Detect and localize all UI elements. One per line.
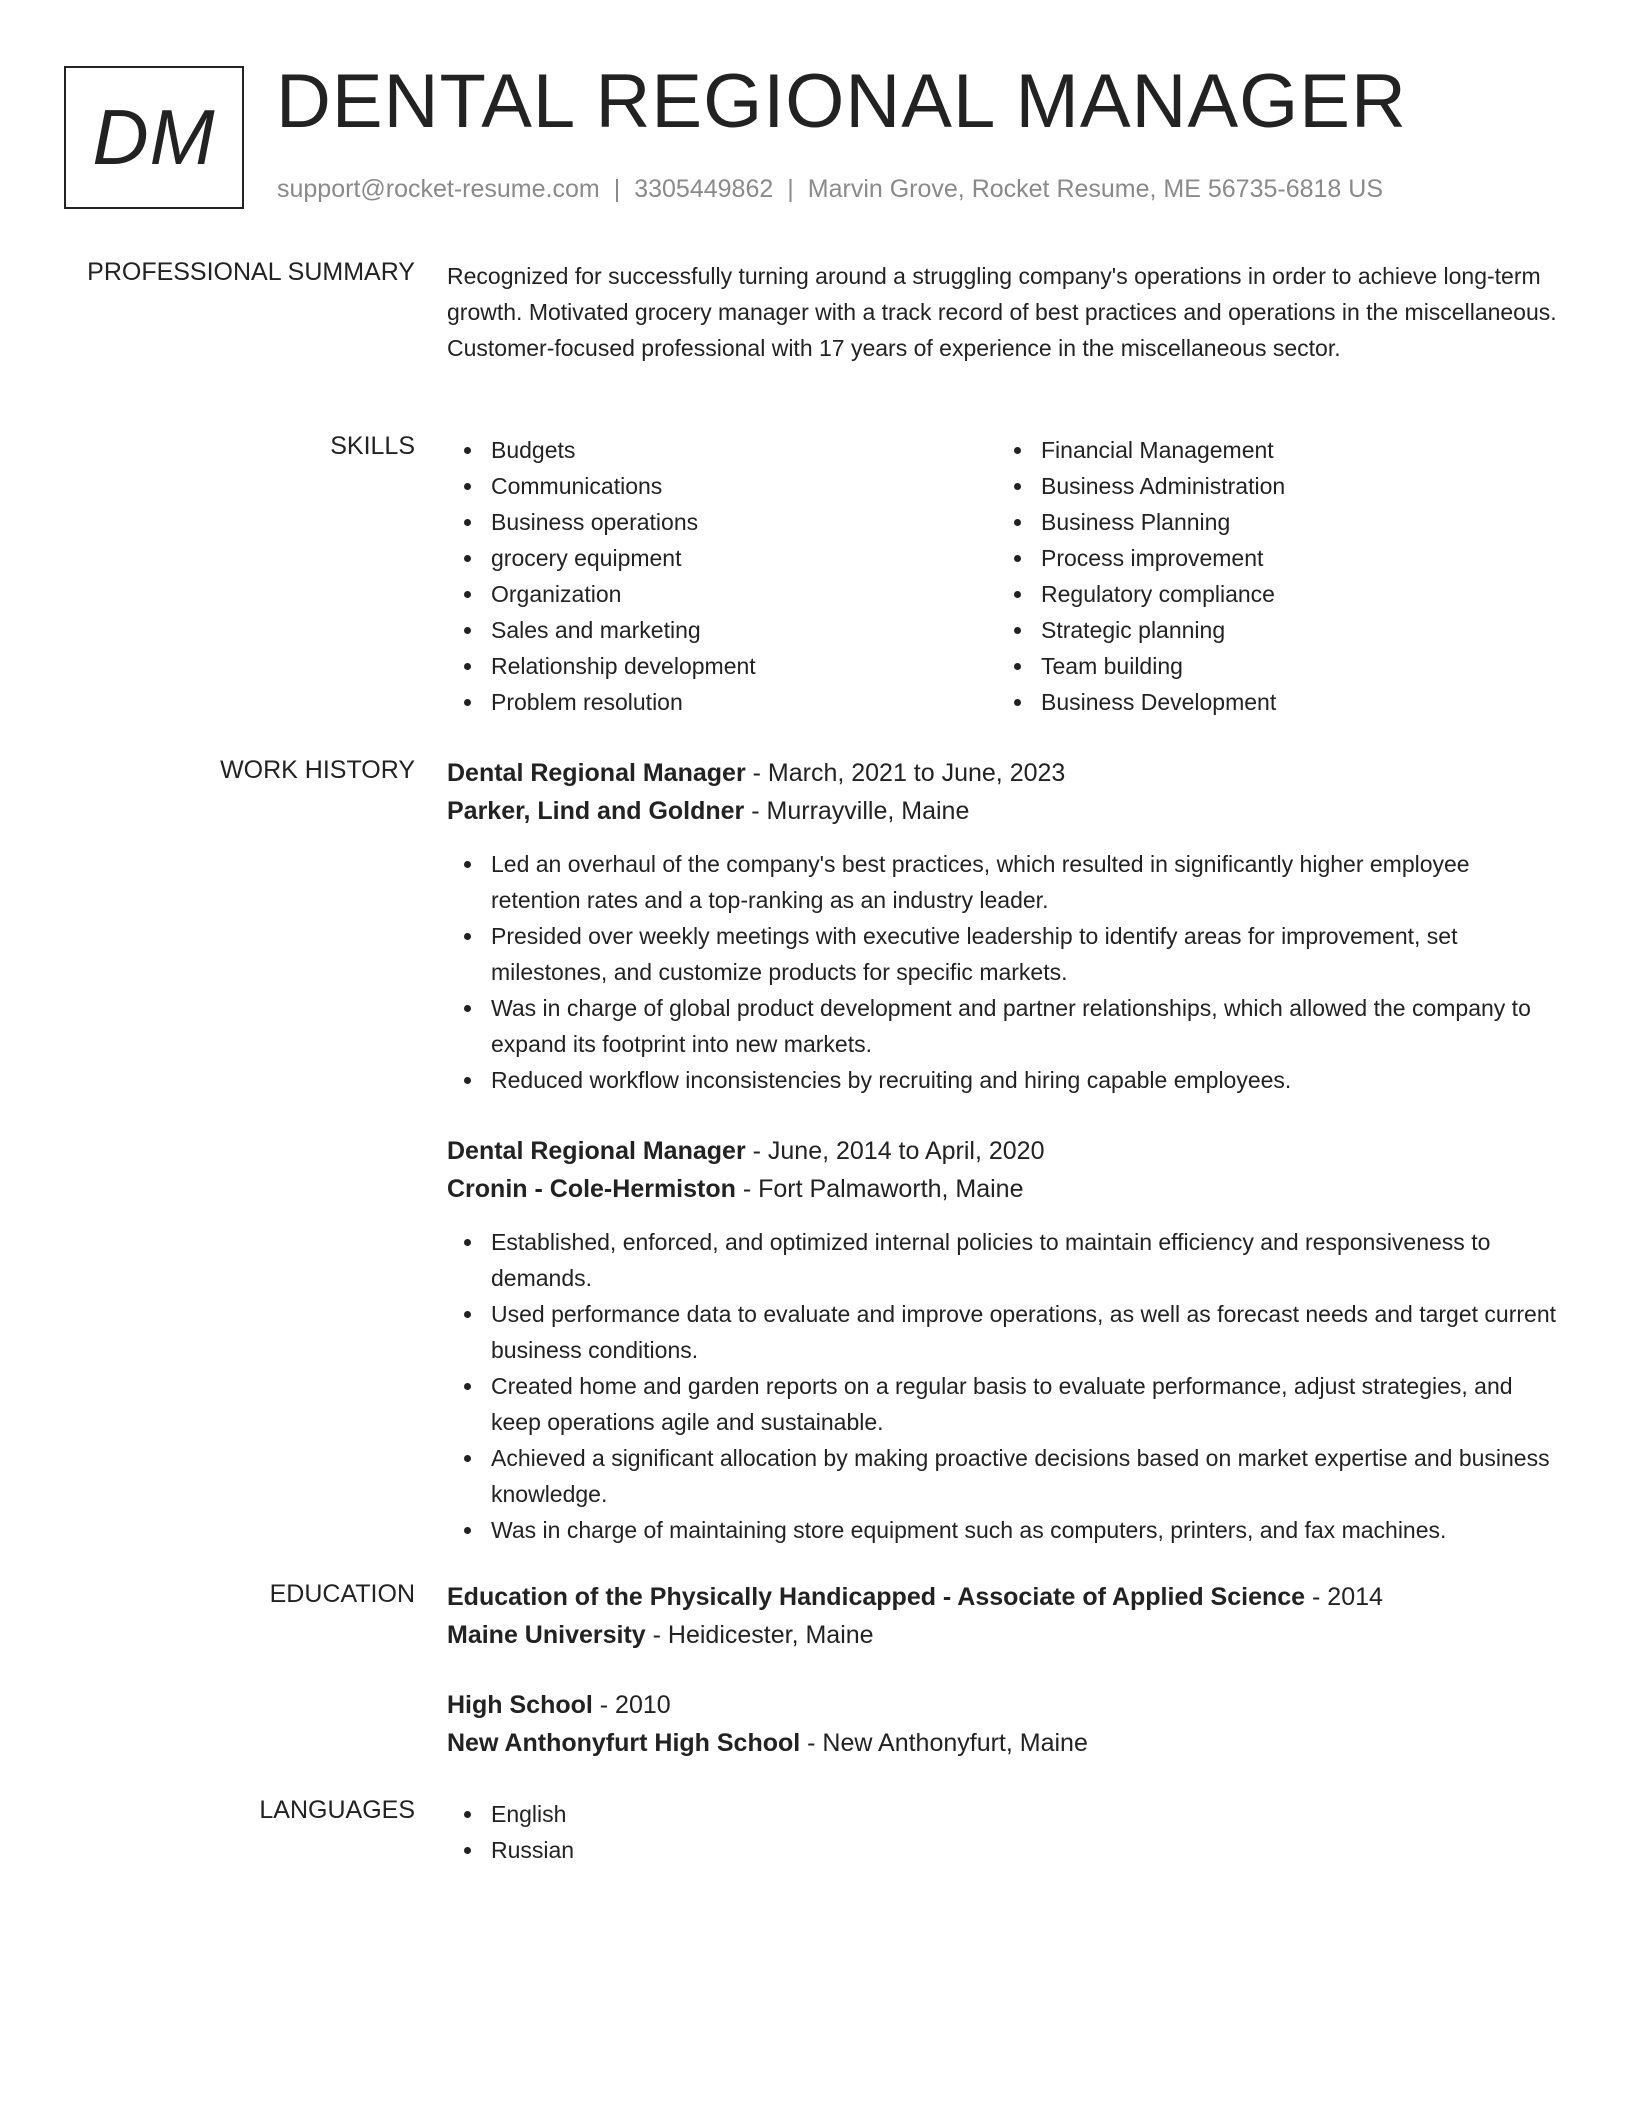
section-title-education: EDUCATION — [269, 1580, 415, 1608]
contact-separator: | — [787, 175, 794, 203]
education-location: - New Anthonyfurt, Maine — [800, 1729, 1088, 1757]
skill-item: Problem resolution — [447, 684, 997, 720]
education-year: - 2014 — [1305, 1583, 1383, 1611]
job-dates: - March, 2021 to June, 2023 — [745, 759, 1066, 787]
education-year: - 2010 — [592, 1691, 671, 1719]
skills-grid — [447, 432, 1557, 720]
skill-item: Financial Management — [997, 432, 1547, 468]
section-title-skills: SKILLS — [330, 432, 415, 460]
education-school-line — [447, 1724, 1557, 1762]
job-bullets — [447, 846, 1557, 1098]
skill-item: Relationship development — [447, 648, 997, 684]
education-school-line — [447, 1616, 1557, 1654]
contact-line — [277, 175, 1383, 204]
job-bullet: Reduced workflow inconsistencies by recruiting and hiring capable employees. — [447, 1062, 1557, 1098]
education-degree: High School — [447, 1691, 593, 1719]
education-entry — [447, 1686, 1557, 1762]
skill-item: Team building — [997, 648, 1547, 684]
job-entry — [447, 1132, 1557, 1548]
job-bullet: Established, enforced, and optimized internal policies to maintain efficiency and responsiveness to demands. — [447, 1224, 1557, 1296]
job-role: Dental Regional Manager — [447, 759, 746, 787]
skill-item: Regulatory compliance — [997, 576, 1547, 612]
job-bullets — [447, 1224, 1557, 1548]
section-title-summary: PROFESSIONAL SUMMARY — [87, 258, 415, 286]
section-title-languages: LANGUAGES — [259, 1796, 415, 1824]
languages-list — [447, 1796, 1557, 1868]
education-school: Maine University — [447, 1621, 646, 1649]
job-dates: - June, 2014 to April, 2020 — [745, 1137, 1045, 1165]
skills-list-right — [997, 432, 1547, 720]
skill-item: grocery equipment — [447, 540, 997, 576]
monogram-box — [64, 66, 244, 209]
job-bullet: Achieved a significant allocation by making proactive decisions based on market expertise and business knowledge. — [447, 1440, 1557, 1512]
resume-name: DENTAL REGIONAL MANAGER — [276, 59, 1407, 144]
contact-phone: 3305449862 — [634, 175, 774, 203]
summary-text: Recognized for successfully turning around a struggling company's operations in order to achieve long-term growth. Motivated grocery manager with a track record of best practices and operations in the miscellaneous. Customer-focused professional with 17 years of experience in the miscellaneous sector. — [447, 263, 1557, 361]
job-location: - Fort Palmaworth, Maine — [735, 1175, 1024, 1203]
job-bullet: Was in charge of global product development and partner relationships, which allowed the company to expand its footprint into new markets. — [447, 990, 1557, 1062]
job-bullet: Created home and garden reports on a regular basis to evaluate performance, adjust strategies, and keep operations agile and sustainable. — [447, 1368, 1557, 1440]
education-degree-line — [447, 1686, 1557, 1724]
job-role: Dental Regional Manager — [447, 1137, 746, 1165]
education-degree-line — [447, 1578, 1557, 1616]
monogram-initials: DM — [92, 93, 216, 181]
skill-item: Budgets — [447, 432, 997, 468]
job-entry — [447, 754, 1557, 1098]
skill-item: Business operations — [447, 504, 997, 540]
work-history-body — [447, 754, 1557, 1548]
job-company: Parker, Lind and Goldner — [447, 797, 745, 825]
job-company-line — [447, 792, 1557, 830]
contact-separator: | — [613, 175, 621, 203]
skills-list-left — [447, 432, 997, 720]
education-degree: Education of the Physically Handicapped - Associate of Applied Science — [447, 1583, 1306, 1611]
education-school: New Anthonyfurt High School — [447, 1729, 801, 1757]
skill-item: Business Development — [997, 684, 1547, 720]
language-item: Russian — [447, 1832, 1557, 1868]
job-role-line — [447, 1132, 1557, 1170]
skill-item: Sales and marketing — [447, 612, 997, 648]
languages-body — [447, 1796, 1557, 1868]
education-body — [447, 1578, 1557, 1762]
job-bullet: Presided over weekly meetings with executive leadership to identify areas for improvement, set milestones, and customize products for specific markets. — [447, 918, 1557, 990]
skill-item: Strategic planning — [997, 612, 1547, 648]
contact-email: support@rocket-resume.com — [277, 175, 600, 203]
job-company-line — [447, 1170, 1557, 1208]
education-entry — [447, 1578, 1557, 1654]
job-company: Cronin - Cole-Hermiston — [447, 1175, 736, 1203]
job-bullet: Used performance data to evaluate and improve operations, as well as forecast needs and target current business conditions. — [447, 1296, 1557, 1368]
job-bullet: Led an overhaul of the company's best practices, which resulted in significantly higher employee retention rates and a top-ranking as an industry leader. — [447, 846, 1557, 918]
job-role-line — [447, 754, 1557, 792]
skill-item: Process improvement — [997, 540, 1547, 576]
contact-address: Marvin Grove, Rocket Resume, ME 56735-6818 US — [807, 175, 1384, 203]
skill-item: Business Planning — [997, 504, 1547, 540]
skill-item: Communications — [447, 468, 997, 504]
section-title-work: WORK HISTORY — [220, 756, 415, 784]
language-item: English — [447, 1796, 1557, 1832]
job-location: - Murrayville, Maine — [744, 797, 970, 825]
skill-item: Business Administration — [997, 468, 1547, 504]
job-bullet: Was in charge of maintaining store equipment such as computers, printers, and fax machines. — [447, 1512, 1557, 1548]
education-location: - Heidicester, Maine — [645, 1621, 874, 1649]
skill-item: Organization — [447, 576, 997, 612]
